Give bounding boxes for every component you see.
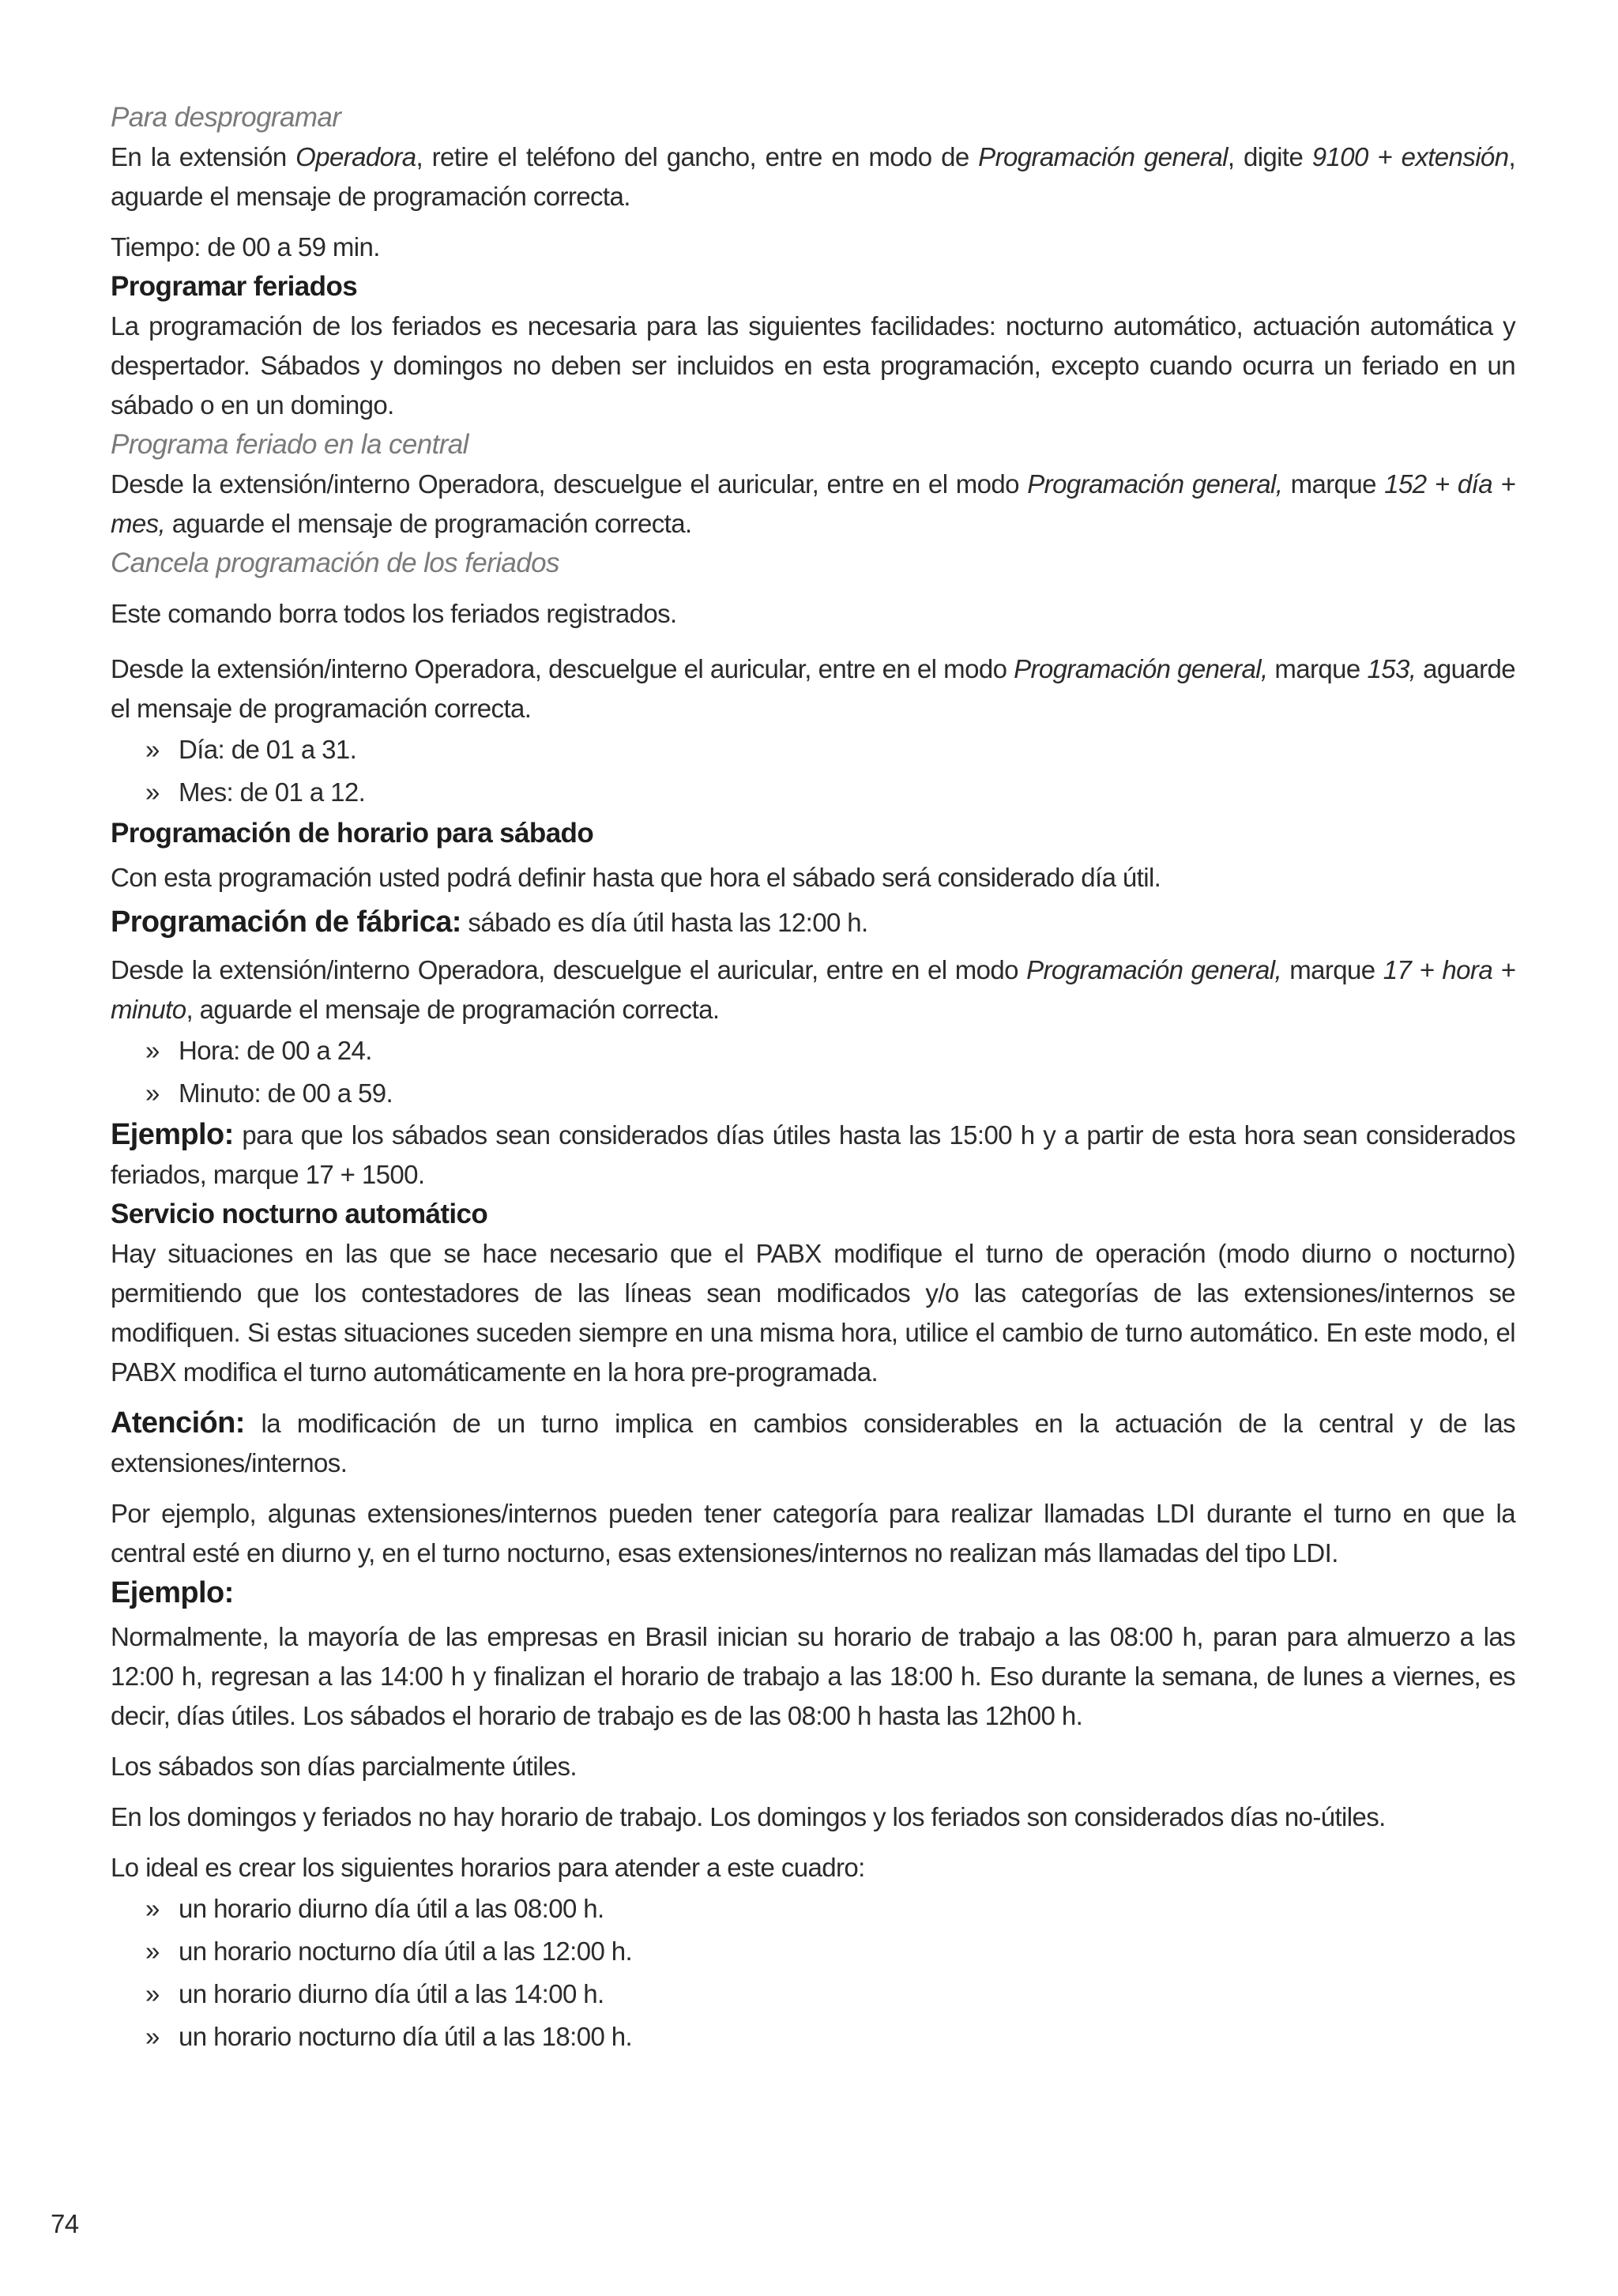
desprogramar-instructions: En la extensión Operadora, retire el teléfono del gancho, entre en modo de Programación general, digite 9100 + extensión, aguarde el mensaje de programación correcta. [111,142,1516,211]
list-item: » un horario diurno día útil a las 08:00 h. [145,1888,1515,1930]
list-item: » Hora: de 00 a 24. [145,1029,1515,1072]
sabado-intro: Con esta programación usted podrá definir hasta que hora el sábado será considerado día útil. [111,863,1161,892]
sabado-range-list [111,1029,1515,1115]
nocturno-example-heading: Ejemplo: [111,1576,234,1609]
nocturno-intro: Hay situaciones en las que se hace necesario que el PABX modifique el turno de operación (modo diurno o nocturno) permitiendo que los contestadores de las líneas sean modificados y/o las categorías de las extensiones/internos se modifiquen. Si estas situaciones suceden siempre en una misma hora, utilice el cambio de turno automático. En este modo, el PABX modifica el turno automáticamente en la hora pre-programada. [111,1239,1515,1387]
page-number: 74 [51,2209,79,2238]
command-code: 152 + día + mes, [111,469,1515,538]
attention-label: Atención: [111,1406,245,1440]
feriados-intro: La programación de los feriados es necesaria para las siguientes facilidades: nocturno automático, actuación automática y despertador. Sábados y domingos no deben ser incluidos en esta programación, excepto cuando ocurra un feriado en un sábado o en un domingo. [111,311,1515,420]
feriado-central-subtitle: Programa feriado en la central [111,429,468,460]
feriados-range-list [111,728,1515,814]
list-item: » un horario diurno día útil a las 14:00 h. [145,1973,1515,2016]
sabado-heading: Programación de horario para sábado [111,818,594,849]
command-code: 17 + hora + minuto [111,955,1515,1024]
cancela-feriados-instructions: Desde la extensión/interno Operadora, descuelgue el auricular, entre en el modo Programación general, marque 153, aguarde el mensaje de programación correcta. [111,654,1515,723]
list-item: » un horario nocturno día útil a las 18:00 h. [145,2016,1515,2058]
nocturno-example-p1: Normalmente, la mayoría de las empresas en Brasil inician su horario de trabajo a las 08:00 h, paran para almuerzo a las 12:00 h, regresan a las 14:00 h y finalizan el horario de trabajo a las 18:00 h. Eso durante la semana, de lunes a viernes, es decir, días útiles. Los sábados el horario de trabajo es de las 08:00 h hasta las 12h00 h. [111,1622,1515,1730]
feriados-heading: Programar feriados [111,271,358,302]
programacion-general-term: Programación general [978,142,1228,171]
sabado-example: Ejemplo: para que los sábados sean considerados días útiles hasta las 15:00 h y a partir de esta hora sean considerados feriados, marque 17 + 1500. [111,1118,1515,1189]
nocturno-example-p2: Los sábados son días parcialmente útiles. [111,1752,577,1781]
cancela-feriados-description: Este comando borra todos los feriados registrados. [111,599,677,628]
example-label: Ejemplo: [111,1118,234,1151]
factory-label: Programación de fábrica: [111,905,461,939]
nocturno-heading: Servicio nocturno automático [111,1199,488,1229]
nocturno-attention: Atención: la modificación de un turno implica en cambios considerables en la actuación de la central y de las extensiones/internos. [111,1406,1515,1477]
desprogramar-time-range: Tiempo: de 00 a 59 min. [111,232,380,262]
desprogramar-subtitle: Para desprogramar [111,102,341,133]
operadora-term: Operadora [295,142,416,171]
command-code: 153, [1367,654,1417,683]
command-code: 9100 + extensión [1311,142,1509,171]
programacion-general-term: Programación general, [1026,955,1282,984]
nocturno-example-p4: Lo ideal es crear los siguientes horarios para atender a este cuadro: [111,1853,865,1882]
list-item: » Mes: de 01 a 12. [145,771,1515,814]
nocturno-example-p3: En los domingos y feriados no hay horario de trabajo. Los domingos y los feriados son considerados días no-útiles. [111,1802,1386,1831]
list-item: » Minuto: de 00 a 59. [145,1072,1515,1115]
list-item: » un horario nocturno día útil a las 12:00 h. [145,1930,1515,1973]
programacion-general-term: Programación general, [1027,469,1283,499]
feriado-central-instructions: Desde la extensión/interno Operadora, descuelgue el auricular, entre en el modo Programación general, marque 152 + día + mes, aguarde el mensaje de programación correcta. [111,469,1515,538]
programacion-general-term: Programación general, [1014,654,1268,683]
sabado-instructions: Desde la extensión/interno Operadora, descuelgue el auricular, entre en el modo Programación general, marque 17 + hora + minuto, aguarde el mensaje de programación correcta. [111,955,1515,1024]
nocturno-example-intro: Por ejemplo, algunas extensiones/internos pueden tener categoría para realizar llamadas LDI durante el turno en que la central esté en diurno y, en el turno nocturno, esas extensiones/internos no realizan más llamadas del tipo LDI. [111,1499,1515,1568]
list-item: » Día: de 01 a 31. [145,728,1515,771]
cancela-feriados-subtitle: Cancela programación de los feriados [111,548,559,578]
nocturno-schedule-list [111,1888,1515,2058]
sabado-factory-setting: Programación de fábrica: sábado es día útil hasta las 12:00 h. [111,905,868,939]
